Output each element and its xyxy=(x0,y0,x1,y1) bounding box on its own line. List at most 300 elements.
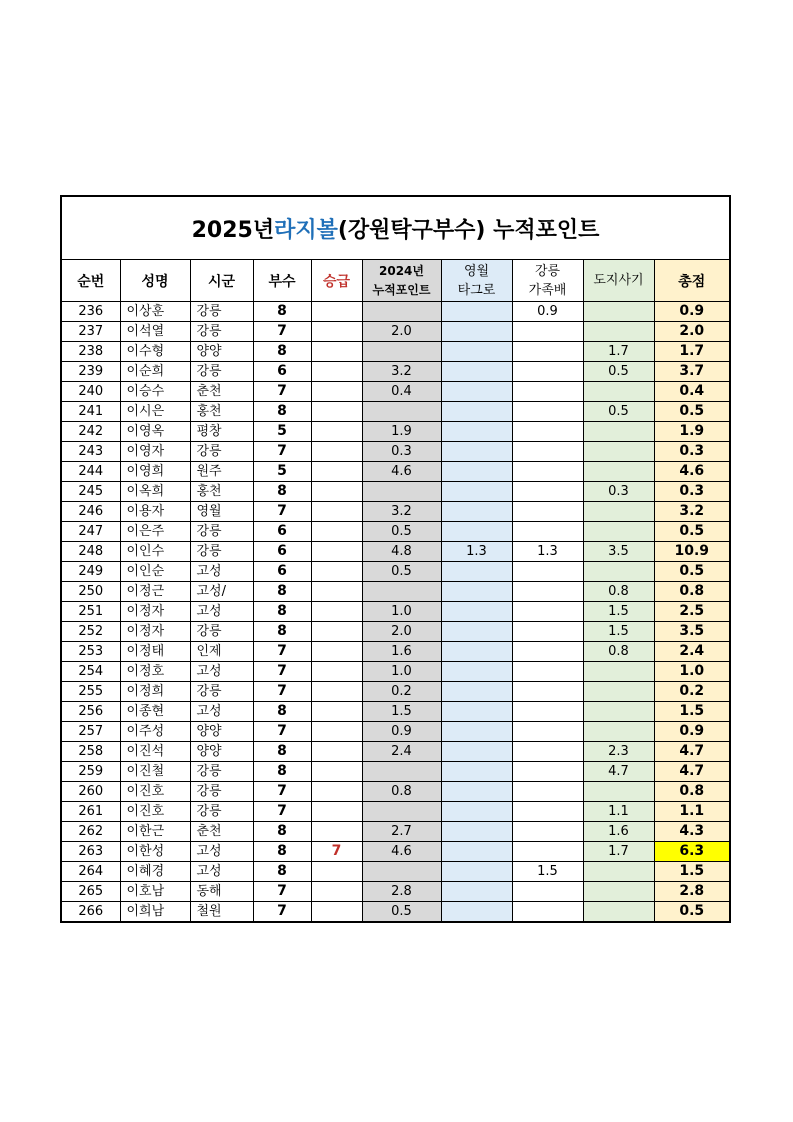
header-name: 성명 xyxy=(120,260,190,302)
cell-total: 0.5 xyxy=(654,402,729,422)
header-grade: 승급 xyxy=(311,260,362,302)
cell-2024-points: 3.2 xyxy=(362,362,441,382)
cell-governor-cup: 4.7 xyxy=(583,762,654,782)
cell-bu: 7 xyxy=(253,782,311,802)
cell-gangneung xyxy=(512,402,583,422)
cell-yeongwol xyxy=(441,862,512,882)
cell-governor-cup: 1.7 xyxy=(583,842,654,862)
cell-city: 양양 xyxy=(190,342,253,362)
cell-bu: 6 xyxy=(253,362,311,382)
cell-gangneung xyxy=(512,642,583,662)
cell-city: 고성/ xyxy=(190,582,253,602)
cell-yeongwol xyxy=(441,622,512,642)
cell-governor-cup: 0.5 xyxy=(583,402,654,422)
cell-total: 2.4 xyxy=(654,642,729,662)
cell-num: 254 xyxy=(62,662,120,682)
cell-num: 256 xyxy=(62,702,120,722)
cell-bu: 8 xyxy=(253,482,311,502)
cell-governor-cup xyxy=(583,722,654,742)
cell-governor-cup xyxy=(583,662,654,682)
cell-num: 237 xyxy=(62,322,120,342)
cell-grade xyxy=(311,602,362,622)
cell-governor-cup xyxy=(583,562,654,582)
cell-gangneung xyxy=(512,322,583,342)
table-row xyxy=(62,742,729,762)
cell-bu: 8 xyxy=(253,582,311,602)
cell-bu: 5 xyxy=(253,462,311,482)
cell-gangneung xyxy=(512,422,583,442)
cell-grade xyxy=(311,582,362,602)
cell-yeongwol xyxy=(441,442,512,462)
cell-total: 4.7 xyxy=(654,742,729,762)
cell-num: 262 xyxy=(62,822,120,842)
header-gangneung-line1: 강릉 xyxy=(534,263,561,279)
cell-name: 이혜경 xyxy=(120,862,190,882)
cell-grade xyxy=(311,862,362,882)
cell-grade xyxy=(311,362,362,382)
cell-bu: 7 xyxy=(253,682,311,702)
cell-city: 고성 xyxy=(190,602,253,622)
cell-total: 6.3 xyxy=(654,842,729,862)
cell-2024-points: 0.3 xyxy=(362,442,441,462)
cell-total: 1.5 xyxy=(654,862,729,882)
cell-gangneung xyxy=(512,822,583,842)
cell-grade xyxy=(311,502,362,522)
cell-bu: 7 xyxy=(253,902,311,922)
cell-name: 이종현 xyxy=(120,702,190,722)
cell-2024-points: 0.5 xyxy=(362,902,441,922)
table-row xyxy=(62,722,729,742)
cell-total: 0.5 xyxy=(654,902,729,922)
cell-name: 이영자 xyxy=(120,442,190,462)
cell-city: 홍천 xyxy=(190,482,253,502)
title-prefix: 2025년 xyxy=(191,217,275,243)
cell-city: 동해 xyxy=(190,882,253,902)
cell-num: 246 xyxy=(62,502,120,522)
cell-gangneung xyxy=(512,482,583,502)
cell-2024-points: 1.6 xyxy=(362,642,441,662)
cell-grade xyxy=(311,722,362,742)
cell-2024-points: 0.8 xyxy=(362,782,441,802)
cell-gangneung xyxy=(512,662,583,682)
cell-yeongwol xyxy=(441,702,512,722)
cell-num: 242 xyxy=(62,422,120,442)
cell-bu: 8 xyxy=(253,302,311,322)
cell-yeongwol xyxy=(441,302,512,322)
table-row xyxy=(62,542,729,562)
cell-total: 3.7 xyxy=(654,362,729,382)
cell-name: 이시은 xyxy=(120,402,190,422)
title-highlight: 라지볼 xyxy=(274,217,338,243)
cell-2024-points: 4.6 xyxy=(362,462,441,482)
cell-bu: 8 xyxy=(253,822,311,842)
cell-name: 이정호 xyxy=(120,662,190,682)
header-yeongwol-line2: 타그로 xyxy=(457,282,496,298)
table-row xyxy=(62,762,729,782)
cell-grade xyxy=(311,542,362,562)
cell-governor-cup xyxy=(583,522,654,542)
cell-grade xyxy=(311,322,362,342)
cell-2024-points: 0.5 xyxy=(362,522,441,542)
table-row xyxy=(62,642,729,662)
cell-city: 양양 xyxy=(190,742,253,762)
cell-total: 1.0 xyxy=(654,662,729,682)
table-row xyxy=(62,842,729,862)
cell-city: 인제 xyxy=(190,642,253,662)
cell-2024-points xyxy=(362,342,441,362)
cell-num: 260 xyxy=(62,782,120,802)
header-gangneung-line2: 가족배 xyxy=(528,282,567,298)
cell-bu: 8 xyxy=(253,842,311,862)
cell-governor-cup xyxy=(583,442,654,462)
cell-grade xyxy=(311,762,362,782)
cell-gangneung xyxy=(512,582,583,602)
cell-bu: 7 xyxy=(253,882,311,902)
cell-city: 양양 xyxy=(190,722,253,742)
cell-grade xyxy=(311,742,362,762)
points-table xyxy=(62,260,729,921)
cell-2024-points: 0.9 xyxy=(362,722,441,742)
cell-grade xyxy=(311,422,362,442)
cell-yeongwol xyxy=(441,642,512,662)
cell-2024-points: 0.2 xyxy=(362,682,441,702)
cell-total: 1.7 xyxy=(654,342,729,362)
cell-governor-cup xyxy=(583,682,654,702)
cell-grade xyxy=(311,462,362,482)
cell-gangneung xyxy=(512,802,583,822)
cell-yeongwol xyxy=(441,362,512,382)
table-row xyxy=(62,302,729,322)
table-row xyxy=(62,522,729,542)
table-row xyxy=(62,662,729,682)
cell-bu: 8 xyxy=(253,622,311,642)
cell-gangneung xyxy=(512,902,583,922)
cell-governor-cup: 3.5 xyxy=(583,542,654,562)
cell-city: 춘천 xyxy=(190,382,253,402)
cell-name: 이승수 xyxy=(120,382,190,402)
cell-city: 강릉 xyxy=(190,302,253,322)
cell-bu: 6 xyxy=(253,562,311,582)
cell-num: 240 xyxy=(62,382,120,402)
cell-yeongwol xyxy=(441,342,512,362)
cell-num: 241 xyxy=(62,402,120,422)
cell-total: 10.9 xyxy=(654,542,729,562)
cell-num: 261 xyxy=(62,802,120,822)
header-city: 시군 xyxy=(190,260,253,302)
cell-yeongwol xyxy=(441,522,512,542)
cell-num: 245 xyxy=(62,482,120,502)
cell-gangneung xyxy=(512,682,583,702)
table-row xyxy=(62,402,729,422)
cell-name: 이석열 xyxy=(120,322,190,342)
cell-yeongwol xyxy=(441,902,512,922)
cell-city: 고성 xyxy=(190,662,253,682)
cell-yeongwol xyxy=(441,322,512,342)
cell-governor-cup xyxy=(583,302,654,322)
cell-2024-points: 3.2 xyxy=(362,502,441,522)
cell-name: 이한근 xyxy=(120,822,190,842)
cell-bu: 8 xyxy=(253,342,311,362)
cell-num: 253 xyxy=(62,642,120,662)
cell-yeongwol xyxy=(441,782,512,802)
cell-gangneung xyxy=(512,702,583,722)
cell-city: 원주 xyxy=(190,462,253,482)
header-yeongwol-line1: 영월 xyxy=(463,263,490,279)
cell-gangneung: 0.9 xyxy=(512,302,583,322)
cell-total: 0.9 xyxy=(654,302,729,322)
cell-yeongwol xyxy=(441,822,512,842)
table-row xyxy=(62,902,729,922)
cell-name: 이상훈 xyxy=(120,302,190,322)
cell-bu: 8 xyxy=(253,402,311,422)
table-row xyxy=(62,622,729,642)
cell-name: 이옥희 xyxy=(120,482,190,502)
cell-grade xyxy=(311,682,362,702)
cell-2024-points: 2.0 xyxy=(362,322,441,342)
header-gangneung xyxy=(512,260,583,302)
cell-name: 이은주 xyxy=(120,522,190,542)
cell-gangneung xyxy=(512,562,583,582)
cell-num: 258 xyxy=(62,742,120,762)
cell-num: 251 xyxy=(62,602,120,622)
cell-governor-cup xyxy=(583,502,654,522)
header-governor-cup: 도지사기 xyxy=(583,260,654,302)
cell-city: 평창 xyxy=(190,422,253,442)
cell-gangneung xyxy=(512,442,583,462)
cell-num: 266 xyxy=(62,902,120,922)
cell-total: 3.5 xyxy=(654,622,729,642)
cell-yeongwol xyxy=(441,482,512,502)
cell-name: 이수형 xyxy=(120,342,190,362)
cell-governor-cup xyxy=(583,382,654,402)
cell-yeongwol xyxy=(441,382,512,402)
cell-governor-cup: 1.7 xyxy=(583,342,654,362)
cell-bu: 7 xyxy=(253,442,311,462)
cell-grade xyxy=(311,882,362,902)
cell-gangneung xyxy=(512,742,583,762)
cell-city: 강릉 xyxy=(190,322,253,342)
cell-yeongwol xyxy=(441,842,512,862)
cell-governor-cup xyxy=(583,902,654,922)
cell-name: 이주성 xyxy=(120,722,190,742)
cell-name: 이한성 xyxy=(120,842,190,862)
cell-gangneung xyxy=(512,722,583,742)
cell-grade xyxy=(311,342,362,362)
cell-total: 4.7 xyxy=(654,762,729,782)
cell-governor-cup xyxy=(583,882,654,902)
cell-bu: 7 xyxy=(253,382,311,402)
cell-num: 243 xyxy=(62,442,120,462)
cell-city: 강릉 xyxy=(190,782,253,802)
cell-num: 238 xyxy=(62,342,120,362)
cell-2024-points: 2.8 xyxy=(362,882,441,902)
cell-total: 0.9 xyxy=(654,722,729,742)
cell-total: 0.3 xyxy=(654,482,729,502)
cell-city: 강릉 xyxy=(190,442,253,462)
cell-num: 249 xyxy=(62,562,120,582)
cell-city: 강릉 xyxy=(190,542,253,562)
cell-name: 이순희 xyxy=(120,362,190,382)
table-row xyxy=(62,802,729,822)
cell-gangneung xyxy=(512,462,583,482)
cell-bu: 7 xyxy=(253,642,311,662)
cell-total: 0.8 xyxy=(654,582,729,602)
cell-2024-points: 4.6 xyxy=(362,842,441,862)
cell-yeongwol xyxy=(441,662,512,682)
table-row xyxy=(62,462,729,482)
cell-gangneung xyxy=(512,342,583,362)
cell-total: 3.2 xyxy=(654,502,729,522)
cell-governor-cup: 2.3 xyxy=(583,742,654,762)
cell-name: 이영희 xyxy=(120,462,190,482)
cell-2024-points: 0.4 xyxy=(362,382,441,402)
cell-yeongwol xyxy=(441,682,512,702)
cell-governor-cup: 1.5 xyxy=(583,622,654,642)
cell-total: 2.8 xyxy=(654,882,729,902)
cell-name: 이정자 xyxy=(120,622,190,642)
cell-total: 0.8 xyxy=(654,782,729,802)
cell-2024-points xyxy=(362,482,441,502)
table-row xyxy=(62,422,729,442)
cell-name: 이용자 xyxy=(120,502,190,522)
cell-bu: 7 xyxy=(253,802,311,822)
cell-yeongwol xyxy=(441,742,512,762)
cell-name: 이진호 xyxy=(120,802,190,822)
table-row xyxy=(62,382,729,402)
cell-gangneung xyxy=(512,362,583,382)
cell-grade xyxy=(311,442,362,462)
header-total: 총점 xyxy=(654,260,729,302)
cell-city: 철원 xyxy=(190,902,253,922)
cell-num: 250 xyxy=(62,582,120,602)
cell-2024-points: 0.5 xyxy=(362,562,441,582)
cell-num: 264 xyxy=(62,862,120,882)
cell-name: 이인순 xyxy=(120,562,190,582)
cell-name: 이진철 xyxy=(120,762,190,782)
cell-gangneung: 1.5 xyxy=(512,862,583,882)
cell-bu: 8 xyxy=(253,862,311,882)
cell-grade xyxy=(311,702,362,722)
cell-yeongwol xyxy=(441,582,512,602)
cell-grade xyxy=(311,562,362,582)
table-row xyxy=(62,862,729,882)
cell-name: 이진석 xyxy=(120,742,190,762)
cell-num: 263 xyxy=(62,842,120,862)
cell-city: 강릉 xyxy=(190,622,253,642)
cell-grade xyxy=(311,822,362,842)
table-row xyxy=(62,882,729,902)
cell-total: 0.2 xyxy=(654,682,729,702)
cell-gangneung xyxy=(512,502,583,522)
table-row xyxy=(62,482,729,502)
cell-grade xyxy=(311,662,362,682)
cell-yeongwol xyxy=(441,722,512,742)
cell-bu: 7 xyxy=(253,502,311,522)
cell-yeongwol xyxy=(441,462,512,482)
cell-num: 265 xyxy=(62,882,120,902)
table-row xyxy=(62,442,729,462)
cell-2024-points: 1.5 xyxy=(362,702,441,722)
cell-grade xyxy=(311,382,362,402)
cell-governor-cup xyxy=(583,322,654,342)
cell-bu: 7 xyxy=(253,322,311,342)
cell-governor-cup xyxy=(583,422,654,442)
cell-yeongwol xyxy=(441,802,512,822)
cell-name: 이영옥 xyxy=(120,422,190,442)
cell-grade: 7 xyxy=(311,842,362,862)
cell-bu: 8 xyxy=(253,602,311,622)
cell-city: 강릉 xyxy=(190,362,253,382)
cell-gangneung xyxy=(512,782,583,802)
cell-num: 244 xyxy=(62,462,120,482)
header-yeongwol xyxy=(441,260,512,302)
cell-num: 252 xyxy=(62,622,120,642)
cell-grade xyxy=(311,482,362,502)
cell-name: 이인수 xyxy=(120,542,190,562)
cell-grade xyxy=(311,642,362,662)
cell-city: 춘천 xyxy=(190,822,253,842)
cell-governor-cup xyxy=(583,782,654,802)
cell-name: 이정자 xyxy=(120,602,190,622)
cell-gangneung: 1.3 xyxy=(512,542,583,562)
cell-2024-points xyxy=(362,402,441,422)
cell-city: 고성 xyxy=(190,562,253,582)
cell-name: 이희남 xyxy=(120,902,190,922)
header-bu: 부수 xyxy=(253,260,311,302)
cell-yeongwol xyxy=(441,562,512,582)
cell-num: 257 xyxy=(62,722,120,742)
sheet-title xyxy=(62,197,729,260)
table-row xyxy=(62,702,729,722)
cell-2024-points: 2.7 xyxy=(362,822,441,842)
points-sheet xyxy=(60,195,731,923)
cell-city: 고성 xyxy=(190,842,253,862)
cell-gangneung xyxy=(512,842,583,862)
cell-yeongwol xyxy=(441,422,512,442)
cell-yeongwol: 1.3 xyxy=(441,542,512,562)
cell-grade xyxy=(311,802,362,822)
cell-num: 247 xyxy=(62,522,120,542)
title-suffix: (강원탁구부수) 누적포인트 xyxy=(337,217,600,243)
cell-governor-cup: 0.8 xyxy=(583,642,654,662)
cell-bu: 7 xyxy=(253,722,311,742)
cell-total: 0.4 xyxy=(654,382,729,402)
header-2024-line2: 누적포인트 xyxy=(372,282,431,297)
cell-name: 이정희 xyxy=(120,682,190,702)
cell-2024-points xyxy=(362,762,441,782)
cell-name: 이호남 xyxy=(120,882,190,902)
cell-2024-points: 1.0 xyxy=(362,662,441,682)
cell-num: 259 xyxy=(62,762,120,782)
cell-city: 강릉 xyxy=(190,762,253,782)
cell-yeongwol xyxy=(441,762,512,782)
cell-name: 이정근 xyxy=(120,582,190,602)
header-2024-line1: 2024년 xyxy=(379,263,424,278)
table-row xyxy=(62,822,729,842)
header-num: 순번 xyxy=(62,260,120,302)
table-row xyxy=(62,322,729,342)
cell-bu: 7 xyxy=(253,662,311,682)
cell-governor-cup: 1.1 xyxy=(583,802,654,822)
cell-name: 이진호 xyxy=(120,782,190,802)
cell-2024-points: 4.8 xyxy=(362,542,441,562)
cell-total: 4.3 xyxy=(654,822,729,842)
cell-total: 0.5 xyxy=(654,562,729,582)
cell-bu: 8 xyxy=(253,742,311,762)
cell-city: 고성 xyxy=(190,862,253,882)
cell-num: 239 xyxy=(62,362,120,382)
cell-2024-points: 1.9 xyxy=(362,422,441,442)
